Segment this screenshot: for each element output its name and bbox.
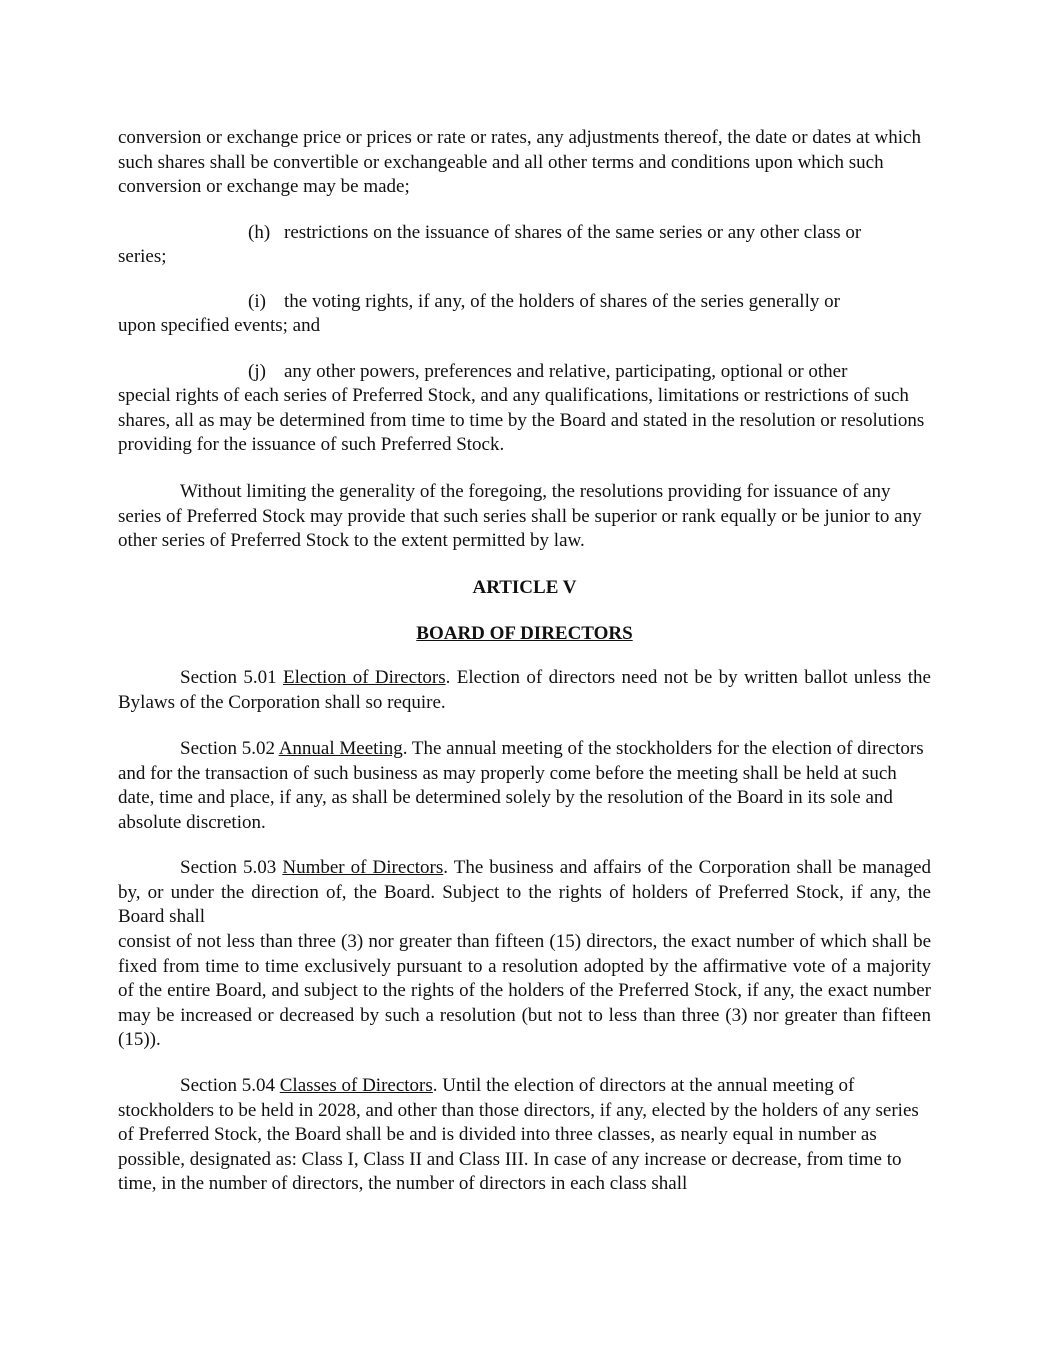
clause-j — [118, 360, 931, 385]
section-5-01 — [118, 666, 931, 715]
without-limiting-paragraph: Without limiting the generality of the foregoing, the resolutions providing for issuance of any series of Preferred Stock may provide that such series shall be superior or rank equally or be junior to any other series of Preferred Stock to the extent permitted by law. — [118, 481, 922, 551]
section-5-02-number: Section 5.02 — [180, 738, 275, 759]
clause-h — [118, 221, 931, 246]
section-5-03-text: . The business and affairs of the Corporation shall be managed by, or under the direction of, the Board. Subject to the rights of holders of Preferred Stock, if any, the Board shall — [118, 857, 931, 927]
section-5-04-text: . Until the election of directors at the annual meeting of stockholders to be held in 2028, and other than those directors, if any, elected by the holders of any series of Preferred Stock, the Board shall be and is divided into three classes, as nearly equal in number as possible, designated as: Class I, Class II and Class III. In case of any increase or decrease, from time to time, in the number of directors, the number of directors in each class shall — [118, 1075, 919, 1194]
clause-h-first-line: restrictions on the issuance of shares of the same series or any other class or — [284, 222, 862, 243]
article-subtitle — [118, 622, 931, 647]
clause-j-first-line: any other powers, preferences and relative, participating, optional or other — [284, 361, 848, 382]
paragraph-g-continuation: conversion or exchange price or prices or rate or rates, any adjustments thereof, the date or dates at which such shares shall be convertible or exchangeable and all other terms and conditions upon which such conversion or exchange may be made; — [118, 127, 921, 197]
section-5-01-heading: Election of Directors — [283, 667, 446, 688]
section-5-01-text: . Election of directors need not be by written ballot unless the Bylaws of the Corporation shall so require. — [118, 667, 931, 713]
clause-i-first-line: the voting rights, if any, of the holders of shares of the series generally or — [284, 291, 840, 312]
clause-i-rest: upon specified events; and — [118, 315, 321, 336]
section-5-03-number: Section 5.03 — [180, 857, 277, 878]
section-5-02-text: . The annual meeting of the stockholders for the election of directors and for the transaction of such business as may properly come before the meeting shall be held at such date, time and place, if any, as shall be determined solely by the resolution of the Board in its sole and absolute discretion. — [118, 738, 924, 833]
section-5-02 — [118, 737, 931, 835]
section-5-02-heading: Annual Meeting — [278, 738, 403, 759]
section-5-01-number: Section 5.01 — [180, 667, 277, 688]
section-5-03 — [118, 856, 931, 930]
article-title: ARTICLE V — [472, 577, 577, 598]
article-subtitle-text: BOARD OF DIRECTORS — [416, 623, 633, 644]
clause-i-tag: (i) — [248, 291, 266, 312]
section-5-03-heading: Number of Directors — [282, 857, 444, 878]
clause-i — [118, 290, 931, 315]
clause-j-rest: special rights of each series of Preferred Stock, and any qualifications, limitations or restrictions of such shares, all as may be determined from time to time by the Board and stated in the resolution or resolutions providing for the issuance of such Preferred Stock. — [118, 385, 925, 455]
clause-h-rest: series; — [118, 246, 167, 267]
section-5-04 — [118, 1074, 931, 1197]
clause-h-tag: (h) — [248, 222, 271, 243]
section-5-03-continuation: consist of not less than three (3) nor greater than fifteen (15) directors, the exact number of which shall be fixed from time to time exclusively pursuant to a resolution adopted by the affirmative vote of a majority of the entire Board, and subject to the rights of the holders of the Preferred Stock, if any, the exact number may be increased or decreased by such a resolution (but not to less than three (3) nor greater than fifteen (15)). — [118, 931, 931, 1050]
section-5-04-number: Section 5.04 — [180, 1075, 275, 1096]
clause-j-tag: (j) — [248, 361, 266, 382]
section-5-04-heading: Classes of Directors — [279, 1075, 433, 1096]
